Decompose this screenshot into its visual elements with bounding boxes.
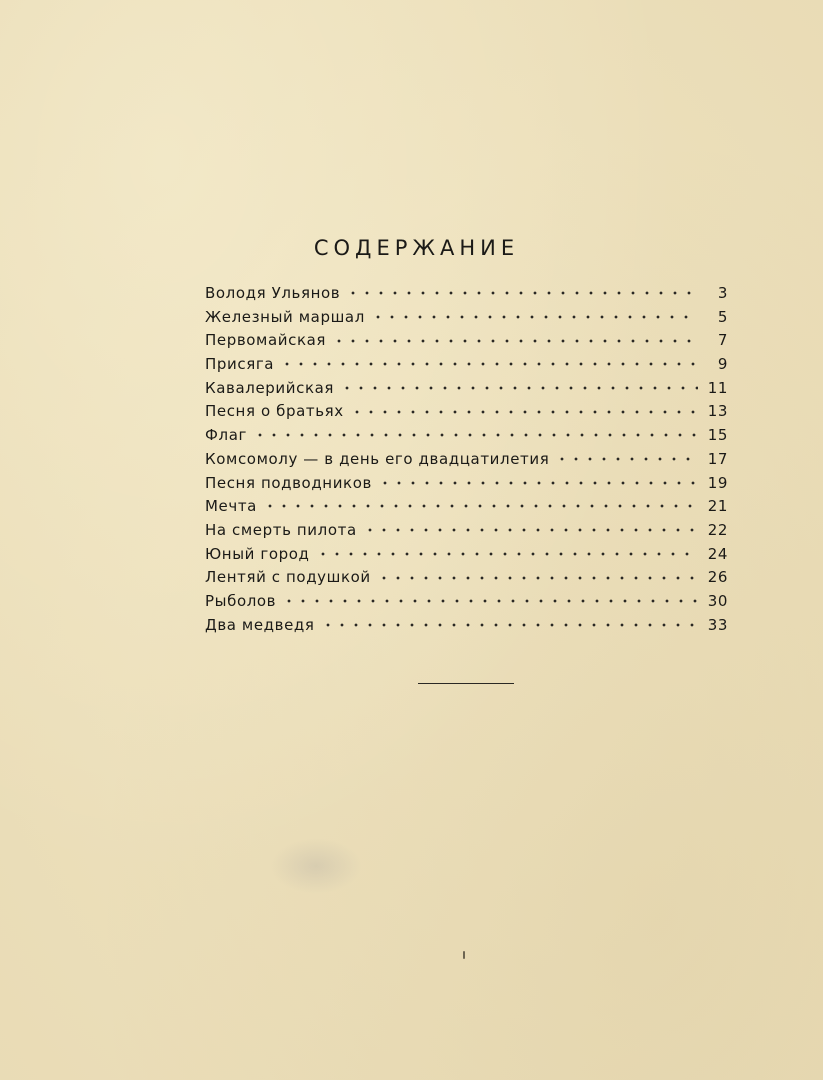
dot-leader	[555, 450, 698, 465]
toc-entry-page: 30	[707, 591, 728, 610]
toc-entry[interactable]	[205, 473, 728, 497]
end-divider	[418, 683, 514, 684]
toc-entry[interactable]	[205, 330, 728, 354]
toc-entry-title: Два медведя	[205, 615, 315, 634]
toc-entry-title: Флаг	[205, 426, 247, 445]
toc-entry[interactable]	[205, 591, 728, 615]
toc-entry-title: Присяга	[205, 355, 275, 374]
toc-entry[interactable]	[205, 354, 728, 378]
toc-entry[interactable]	[205, 496, 728, 520]
toc-entry-title: Первомайская	[205, 331, 327, 350]
toc-entry-page: 11	[707, 378, 728, 397]
toc-entry-title: Железный маршал	[205, 307, 365, 326]
toc-entry-title: Комсомолу — в день его двадцатилетия	[205, 449, 550, 468]
toc-entry-page: 13	[707, 402, 728, 421]
toc-entry-page: 9	[717, 355, 728, 374]
toc-entry[interactable]	[205, 401, 728, 425]
toc-entry-title: Юный город	[205, 544, 310, 563]
toc-entry-title: Песня подводников	[205, 473, 372, 492]
toc-entry[interactable]	[205, 307, 728, 331]
paper-smudge	[270, 838, 362, 894]
toc-entry[interactable]	[205, 378, 728, 402]
dot-leader	[346, 284, 698, 299]
dot-leader	[316, 545, 699, 560]
dot-leader	[282, 592, 698, 607]
toc-entry-title: Песня о братьях	[205, 402, 344, 421]
toc-entry-title: Володя Ульянов	[205, 284, 341, 302]
dot-leader	[378, 474, 698, 489]
dot-leader	[321, 616, 699, 631]
toc-heading: СОДЕРЖАНИЕ	[313, 236, 520, 260]
toc-entry-page: 22	[707, 520, 728, 539]
toc-entry-page: 17	[707, 449, 728, 468]
toc-entry[interactable]	[205, 520, 728, 544]
dot-leader	[263, 497, 698, 512]
toc-entry[interactable]	[205, 544, 728, 568]
toc-entry-page: 33	[707, 615, 728, 634]
toc-entry[interactable]	[205, 449, 728, 473]
dot-leader	[371, 308, 698, 323]
dot-leader	[253, 426, 698, 441]
toc-entry-title: Кавалерийская	[205, 378, 335, 397]
dot-leader	[350, 402, 698, 417]
toc-entry-title: Рыболов	[205, 591, 277, 610]
toc-entry-page: 26	[707, 568, 728, 587]
dot-leader	[363, 521, 698, 536]
dot-leader	[377, 568, 698, 583]
toc-entry-title: Лентяй с подушкой	[205, 568, 371, 587]
dot-leader	[280, 355, 698, 370]
toc-entry-page: 3	[717, 284, 728, 302]
toc-entry[interactable]	[205, 425, 728, 449]
toc-entry-title: На смерть пилота	[205, 520, 357, 539]
toc-entry-page: 24	[707, 544, 728, 563]
toc-entry-page: 7	[717, 331, 728, 350]
toc-entry-title: Мечта	[205, 497, 257, 516]
dot-leader	[332, 331, 698, 346]
toc-entry-page: 21	[707, 497, 728, 516]
dot-leader	[340, 379, 698, 394]
toc-entry-page: 19	[707, 473, 728, 492]
toc-entry[interactable]	[205, 283, 728, 307]
toc-list	[205, 283, 728, 638]
paper-speck	[463, 951, 465, 959]
toc-entry-page: 15	[707, 426, 728, 445]
toc-entry-page: 5	[717, 307, 728, 326]
toc-entry[interactable]	[205, 567, 728, 591]
toc-entry[interactable]	[205, 615, 728, 639]
